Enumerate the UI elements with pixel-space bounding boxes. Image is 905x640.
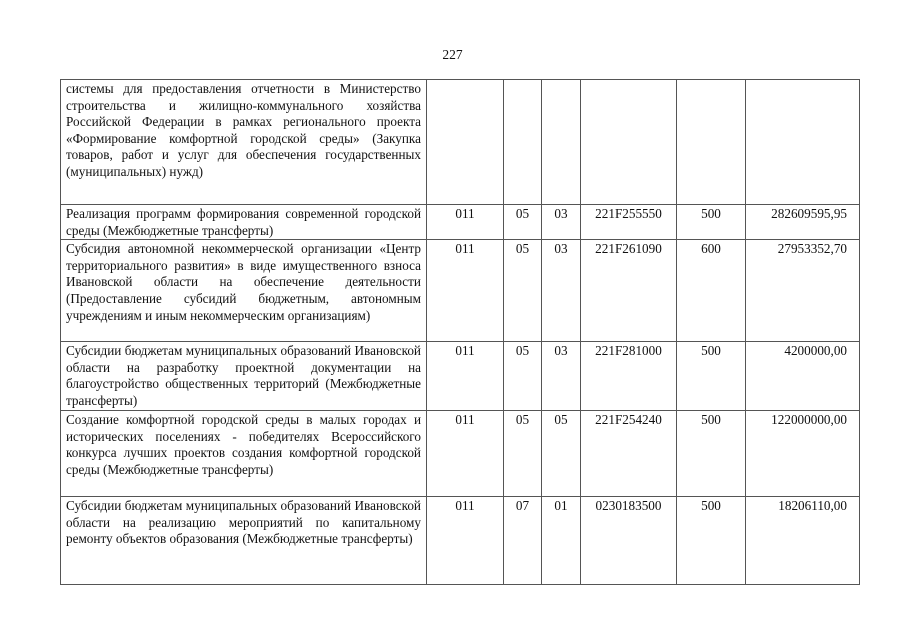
subsection-code: 03 [542, 205, 581, 240]
expense-type-code: 500 [677, 497, 746, 585]
table-row [61, 411, 860, 497]
section-code: 07 [504, 497, 542, 585]
table-row [61, 205, 860, 240]
section-code: 05 [504, 342, 542, 411]
target-article-code: 221F254240 [581, 411, 677, 497]
section-code [504, 80, 542, 205]
target-article-code: 221F255550 [581, 205, 677, 240]
amount-value: 18206110,00 [746, 497, 860, 585]
subsection-code: 01 [542, 497, 581, 585]
ministry-code: 011 [427, 205, 504, 240]
expense-type-code [677, 80, 746, 205]
amount-value: 122000000,00 [746, 411, 860, 497]
ministry-code: 011 [427, 240, 504, 342]
amount-value [746, 80, 860, 205]
table-row [61, 342, 860, 411]
target-article-code: 0230183500 [581, 497, 677, 585]
ministry-code [427, 80, 504, 205]
table-row [61, 497, 860, 585]
ministry-code: 011 [427, 342, 504, 411]
subsection-code [542, 80, 581, 205]
target-article-code [581, 80, 677, 205]
row-description: Субсидии бюджетам муниципальных образований Ивановской области на реализацию мероприятий по капитальному ремонту объектов образования (Межбюджетные трансферты) [61, 497, 427, 585]
row-description: Субсидия автономной некоммерческой организации «Центр территориального развития» в виде имущественного взноса Ивановской области на обеспечение деятельности (Предоставление субсидий бюджетным, автономным учреждениям и иным некоммерческим организациям) [61, 240, 427, 342]
section-code: 05 [504, 411, 542, 497]
amount-value: 4200000,00 [746, 342, 860, 411]
subsection-code: 05 [542, 411, 581, 497]
table-row [61, 240, 860, 342]
subsection-code: 03 [542, 240, 581, 342]
table-row [61, 80, 860, 205]
row-description: системы для предоставления отчетности в Министерство строительства и жилищно-коммунального хозяйства Российской Федерации в рамках регионального проекта «Формирование комфортной городской среды» (Закупка товаров, работ и услуг для обеспечения государственных (муниципальных) нужд) [61, 80, 427, 205]
expense-type-code: 500 [677, 342, 746, 411]
subsection-code: 03 [542, 342, 581, 411]
row-description: Создание комфортной городской среды в малых городах и исторических поселениях - победителях Всероссийского конкурса лучших проектов создания комфортной городской среды (Межбюджетные трансферты) [61, 411, 427, 497]
page-number: 227 [442, 47, 463, 62]
section-code: 05 [504, 240, 542, 342]
target-article-code: 221F281000 [581, 342, 677, 411]
row-description: Реализация программ формирования современной городской среды (Межбюджетные трансферты) [61, 205, 427, 240]
amount-value: 282609595,95 [746, 205, 860, 240]
expense-type-code: 500 [677, 411, 746, 497]
budget-table [60, 79, 860, 585]
section-code: 05 [504, 205, 542, 240]
row-description: Субсидии бюджетам муниципальных образований Ивановской области на разработку проектной документации на благоустройство общественных территорий (Межбюджетные трансферты) [61, 342, 427, 411]
ministry-code: 011 [427, 497, 504, 585]
expense-type-code: 600 [677, 240, 746, 342]
target-article-code: 221F261090 [581, 240, 677, 342]
ministry-code: 011 [427, 411, 504, 497]
amount-value: 27953352,70 [746, 240, 860, 342]
expense-type-code: 500 [677, 205, 746, 240]
